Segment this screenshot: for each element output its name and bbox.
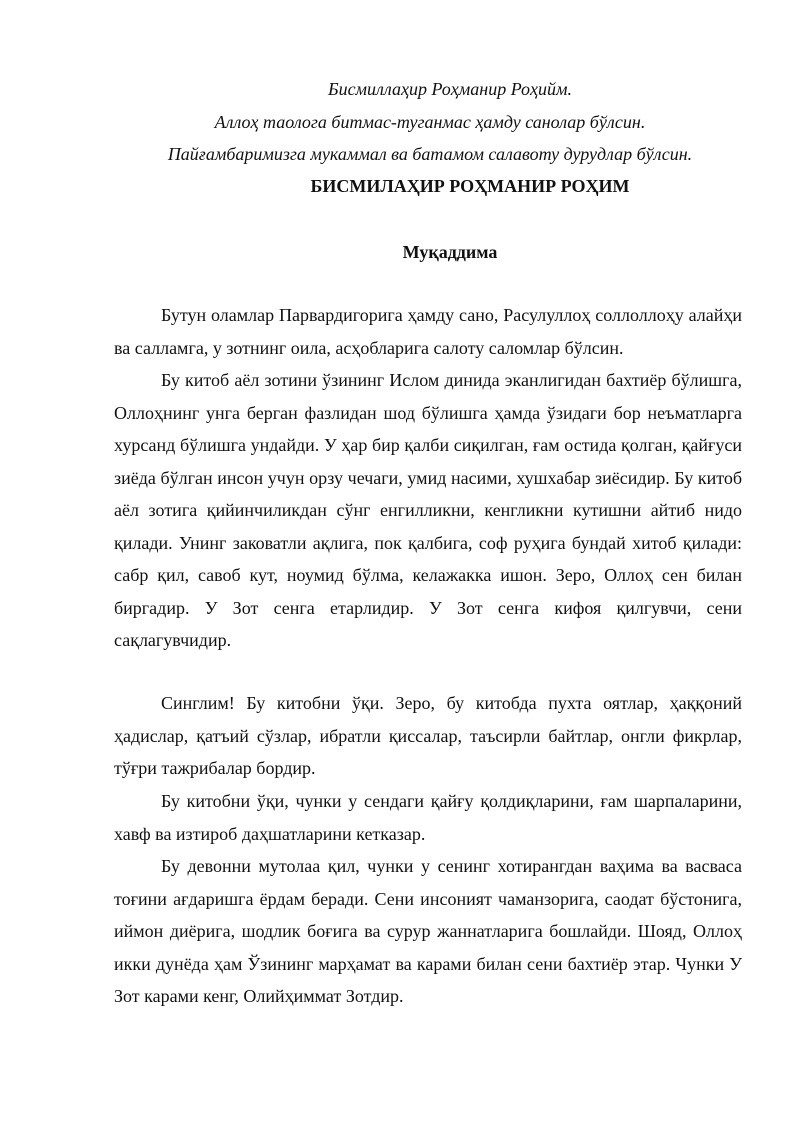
section-heading: Муқаддима <box>402 242 498 262</box>
paragraph: Бутун оламлар Парвардигорига ҳамду сано, Расулуллоҳ соллоллоҳу алайҳи ва салламга, у зотнинг оила, асҳобларига салоту саломлар бўлсин. <box>114 305 742 358</box>
paragraph: Бу китобни ўқи, чунки у сендаги қайғу қолдиқларини, ғам шарпаларини, хавф ва изтироб даҳшатларини кетказар. <box>114 791 742 844</box>
salawat-line: Пайғамбаримизга мукаммал ва батамом салавоту дурудлар бўлсин. <box>167 144 693 164</box>
paragraph: Бу китоб аёл зотини ўзининг Ислом динида эканлигидан бахтиёр бўлишга, Оллоҳнинг унга берган фазлидан шод бўлишга ҳамда ўзидаги бор неъматларга хурсанд бўлишга ундайди. У ҳар бир қалби сиқилган, ғам остида қолган, қайғуси зиёда бўлган инсон учун орзу чечаги, умид насими, хушхабар зиёсидир. Бу китоб аёл зотига қийинчиликдан сўнг енгилликни, кенгликни кутишни айтиб нидо қилади. Унинг заковатли ақлига, пок қалбига, соф руҳига бундай хитоб қилади: сабр қил, савоб кут, ноумид бўлма, келажакка ишон. Зеро, Оллоҳ сен билан биргадир. У Зот сенга етарлидир. У Зот сенга кифоя қилгувчи, сени сақлагувчидир. <box>114 370 742 650</box>
paragraph: Синглим! Бу китобни ўқи. Зеро, бу китобда пухта оятлар, ҳаққоний ҳадислар, қатъий сўзлар, ибратли қиссалар, таъсирли байтлар, онгли фикрлар, тўғри тажрибалар бордир. <box>114 693 742 778</box>
praise-line: Аллоҳ таолога битмас-туганмас ҳамду санолар бўлсин. <box>214 112 646 132</box>
basmala-line: Бисмиллаҳир Роҳманир Роҳийм. <box>327 79 573 99</box>
page-title: БИСМИЛАҲИР РОҲМАНИР РОҲИМ <box>310 176 630 196</box>
paragraph: Бу девонни мутолаа қил, чунки у сенинг хотирангдан ваҳима ва васваса тоғини ағдаришга ёрдам беради. Сени инсоният чаманзорига, саодат бўстонига, иймон диёрига, шодлик боғига ва сурур жаннатларига бошлайди. Шояд, Оллоҳ икки дунёда ҳам Ўзининг марҳамат ва карами билан сени бахтиёр этар. Чунки У Зот карами кенг, Олийҳиммат Зотдир. <box>114 856 742 1006</box>
